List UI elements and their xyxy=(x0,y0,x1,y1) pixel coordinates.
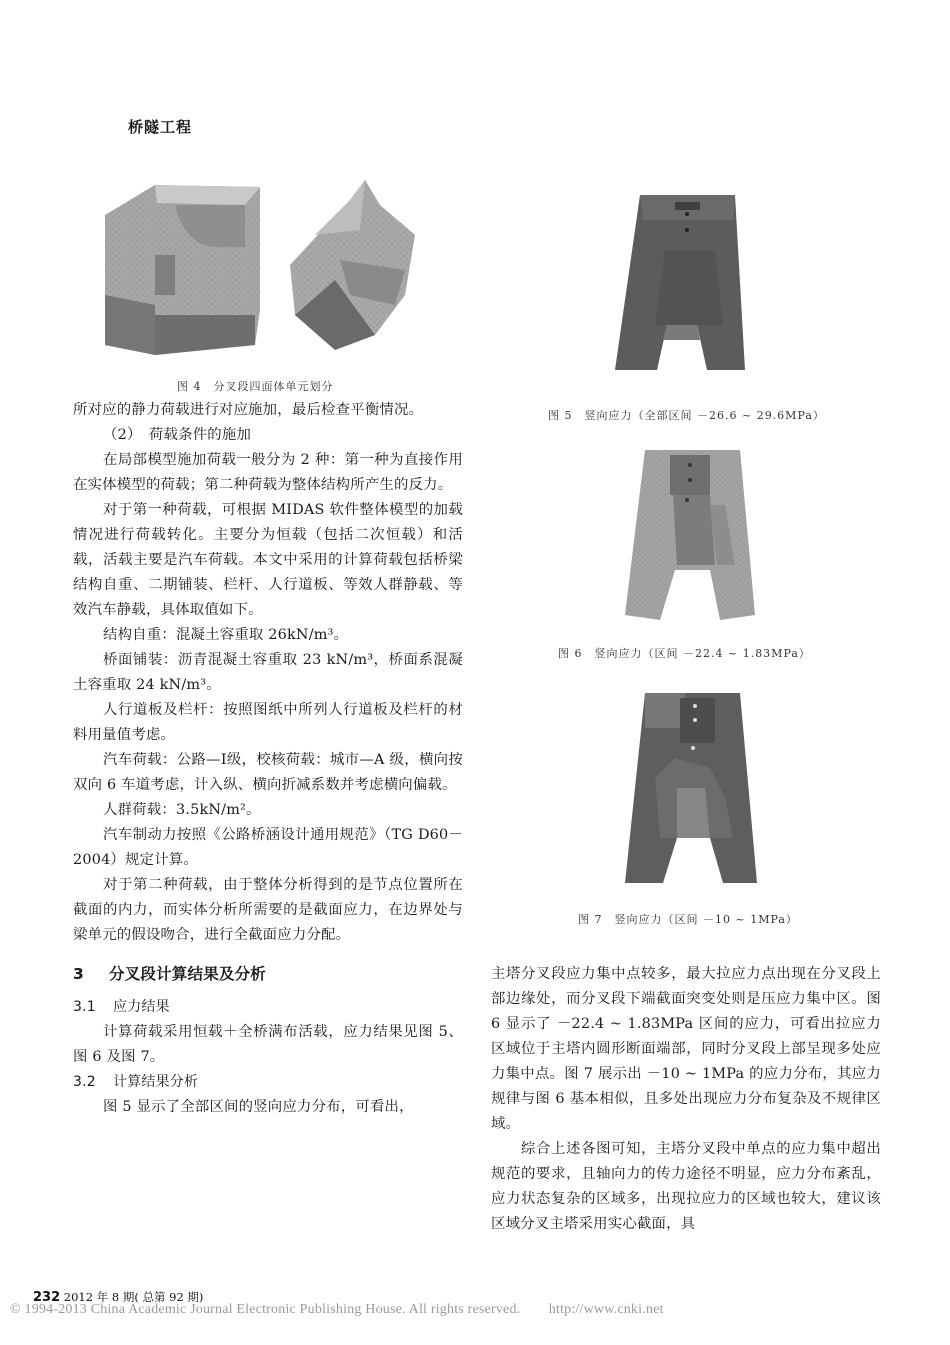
paragraph: 对于第一种荷载，可根据 MIDAS 软件整体模型的加载情况进行荷载转化。主要分为恒载（包括二次恒载）和活载，活载主要是汽车荷载。本文中采用的计算荷载包括桥梁结构自重、二期铺装、栏杆、人行道板、等效人群静载、等效汽车静载，具体取值如下。 xyxy=(73,502,463,618)
section-number: 3 xyxy=(73,965,84,983)
paragraph: 汽车制动力按照《公路桥涵设计通用规范》（TG D60－2004）规定计算。 xyxy=(73,827,463,868)
figure-5-stress-image xyxy=(605,190,770,385)
paragraph: 所对应的静力荷载进行对应施加，最后检查平衡情况。 xyxy=(73,402,424,418)
section-title: 分叉段计算结果及分析 xyxy=(109,965,267,983)
paragraph: 汽车荷载：公路—Ⅰ级，校核荷载：城市—A 级，横向按双向 6 车道考虑，计入纵、横向折减系数并考虑横向偏载。 xyxy=(73,752,463,793)
subsection-title: 应力结果 xyxy=(113,999,170,1015)
paragraph: 图 5 显示了全部区间的竖向应力分布，可看出， xyxy=(103,1099,414,1115)
figure-7-caption: 图 7 竖向应力（区间 －10 ~ 1MPa） xyxy=(578,913,798,926)
right-column xyxy=(491,962,881,1237)
subsection-number: 3.1 xyxy=(73,999,96,1015)
paragraph: （2） 荷载条件的施加 xyxy=(103,427,252,443)
paragraph: 综合上述各图可知，主塔分叉段中单点的应力集中超出规范的要求，且轴向力的传力途径不明显，应力分布紊乱，应力状态复杂的区域多，出现拉应力的区域也较大，建议该区域分叉主塔采用实心截面，具 xyxy=(491,1141,881,1232)
subsection-title: 计算结果分析 xyxy=(113,1074,199,1090)
journal-section-header: 桥隧工程 xyxy=(128,118,193,136)
copyright-watermark: © 1994-2013 China Academic Journal Electronic Publishing House. All rights reserved. http://www.cnki.net xyxy=(10,1302,664,1317)
paragraph: 在局部模型施加荷载一般分为 2 种：第一种为直接作用在实体模型的荷载；第二种荷载为整体结构所产生的反力。 xyxy=(73,452,463,493)
subsection-number: 3.2 xyxy=(73,1074,96,1090)
paragraph: 计算荷载采用恒载＋全桥满布活载，应力结果见图 5、图 6 及图 7。 xyxy=(73,1024,463,1065)
paragraph: 对于第二种荷载，由于整体分析得到的是节点位置所在截面的内力，而实体分析所需要的是截面应力，在边界处与梁单元的假设吻合，进行全截面应力分配。 xyxy=(73,877,463,943)
paragraph: 主塔分叉段应力集中点较多，最大拉应力点出现在分叉段上部边缘处，而分叉段下端截面突变处则是压应力集中区。图 6 显示了 －22.4 ~ 1.83MPa 区间的应力，可看出拉应力区域位于主塔内圆形断面端部，同时分叉段上部呈现多处应力集中点。图 7 展示出 －10 ~ 1MPa 的应力分布，其应力规律与图 6 基本相似，且多处出现应力分布复杂及不规律区域。 xyxy=(491,966,881,1132)
figure-4-mesh-image xyxy=(95,175,445,365)
figure-6-caption: 图 6 竖向应力（区间 －22.4 ~ 1.83MPa） xyxy=(558,647,811,660)
paragraph: 人群荷载：3.5kN/m²。 xyxy=(103,802,261,818)
subsection-heading-3-1 xyxy=(73,995,463,1020)
subsection-heading-3-2 xyxy=(73,1070,463,1095)
page-number: 232 xyxy=(33,1290,61,1305)
paragraph: 桥面铺装：沥青混凝土容重取 23 kN/m³，桥面系混凝土容重取 24 kN/m³。 xyxy=(73,652,463,693)
paragraph: 结构自重：混凝土容重取 26kN/m³。 xyxy=(103,627,349,643)
issue-info: 2012 年 8 期( 总第 92 期) xyxy=(63,1290,204,1304)
section-heading-3 xyxy=(73,962,463,987)
figure-6-stress-image xyxy=(615,445,765,630)
figure-5-caption: 图 5 竖向应力（全部区间 －26.6 ~ 29.6MPa） xyxy=(548,409,825,422)
figure-4-caption: 图 4 分叉段四面体单元划分 xyxy=(177,380,334,393)
left-column xyxy=(73,398,463,1120)
paragraph: 人行道板及栏杆：按照图纸中所列人行道板及栏杆的材料用量值考虑。 xyxy=(73,702,463,743)
figure-7-stress-image xyxy=(615,688,770,893)
